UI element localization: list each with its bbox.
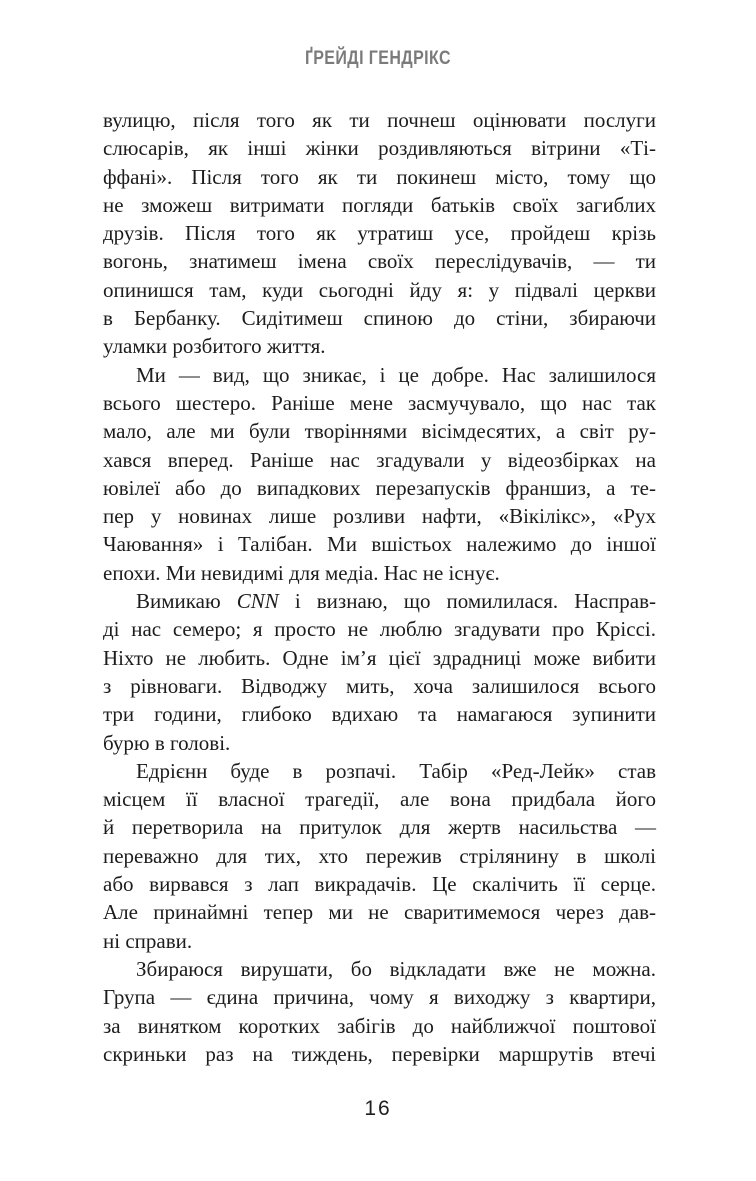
text-line (103, 191, 656, 219)
text-segment: бурю в голові. (103, 730, 231, 755)
italic-text-segment: CNN (236, 589, 279, 614)
text-line (103, 813, 656, 841)
text-line (103, 842, 656, 870)
text-line (103, 276, 656, 304)
text-line (103, 1040, 656, 1068)
page-number: 16 (364, 1097, 392, 1120)
text-block (103, 106, 656, 1068)
running-header-text: ҐРЕЙДІ ГЕНДРІКС (305, 47, 451, 69)
text-segment: за винятком коротких забігів до найближчої поштової (103, 1013, 656, 1038)
text-line (103, 134, 656, 162)
text-segment: друзів. Після того як утратиш усе, пройдеш крізь (103, 221, 656, 246)
text-segment: не зможеш витримати погляди батьків своїх загиблих (103, 192, 656, 217)
text-segment: Вимикаю (136, 589, 237, 614)
paragraph (103, 955, 656, 1068)
text-segment: і визнаю, що помилилася. Насправ- (278, 589, 656, 614)
text-segment: вогонь, знатимеш імена своїх переслідувачів, — ти (103, 249, 656, 274)
paragraph (103, 757, 656, 955)
text-segment: ффані». Після того як ти покинеш місто, тому що (103, 164, 656, 189)
text-segment: хався вперед. Раніше нас згадували у відеозбірках на (103, 447, 656, 472)
text-line (103, 559, 656, 587)
text-segment: пер у новинах лише розливи нафти, «Вікілікс», «Рух (103, 504, 656, 529)
text-segment: Чаювання» і Талібан. Ми вшістьох належимо до іншої (103, 532, 656, 557)
text-segment: скриньки раз на тиждень, перевірки маршрутів втечі (103, 1041, 656, 1066)
text-segment: ні справи. (103, 928, 193, 953)
text-line (103, 927, 656, 955)
text-line (103, 474, 656, 502)
text-segment: переважно для тих, хто пережив стрілянину в школі (103, 843, 656, 868)
paragraph (103, 361, 656, 587)
text-segment: ді нас семеро; я просто не люблю згадувати про Кріссі. (103, 617, 656, 642)
text-line (103, 615, 656, 643)
text-segment: слюсарів, як інші жінки роздивляються вітрини «Ті- (103, 136, 656, 161)
paragraph (103, 587, 656, 757)
text-segment: опинишся там, куди сьогодні йду я: у підвалі церкви (103, 277, 656, 302)
text-segment: всього шестеро. Раніше мене засмучувало, що нас так (103, 390, 656, 415)
text-line (103, 1012, 656, 1040)
text-segment: Ніхто не любить. Одне ім’я цієї здрадниці може вибити (103, 645, 656, 670)
text-line (103, 361, 656, 389)
text-line (103, 644, 656, 672)
text-line (103, 502, 656, 530)
text-line (103, 417, 656, 445)
text-segment: вулицю, після того як ти почнеш оцінювати послуги (103, 108, 656, 132)
running-header (0, 47, 756, 70)
text-line (103, 757, 656, 785)
text-segment: епохи. Ми невидимі для медіа. Нас не існує. (103, 560, 500, 585)
text-segment: місцем її власної трагедії, але вона придбала його (103, 787, 656, 812)
text-line (103, 163, 656, 191)
text-line (103, 247, 656, 275)
text-line (103, 389, 656, 417)
paragraph (103, 106, 656, 361)
text-line (103, 870, 656, 898)
text-segment: Едрієнн буде в розпачі. Табір «Ред-Лейк» став (136, 758, 656, 783)
text-line (103, 219, 656, 247)
text-segment: й перетворила на притулок для жертв насильства — (103, 815, 656, 840)
text-segment: уламки розбитого життя. (103, 334, 326, 359)
text-line (103, 898, 656, 926)
text-segment: Ми — вид, що зникає, і це добре. Нас залишилося (136, 362, 656, 387)
text-segment: або вирвався з лап викрадачів. Це скалічить її серце. (103, 872, 656, 897)
text-line (103, 106, 656, 134)
text-segment: ювілеї або до випадкових перезапусків франшиз, а те- (103, 475, 656, 500)
text-segment: в Бербанку. Сидітимеш спиною до стіни, збираючи (103, 306, 656, 331)
text-segment: мало, але ми були творіннями вісімдесятих, а світ ру- (103, 419, 656, 444)
text-segment: з рівноваги. Відводжу мить, хоча залишилося всього (103, 673, 656, 698)
text-line (103, 332, 656, 360)
text-segment: три години, глибоко вдихаю та намагаюся зупинити (103, 702, 656, 727)
text-line (103, 587, 656, 615)
text-segment: Збираюся вирушати, бо відкладати вже не можна. (136, 956, 656, 981)
text-line (103, 729, 656, 757)
text-line (103, 785, 656, 813)
text-line (103, 955, 656, 983)
text-line (103, 672, 656, 700)
text-line (103, 304, 656, 332)
text-line (103, 700, 656, 728)
text-line (103, 983, 656, 1011)
text-segment: Група — єдина причина, чому я виходжу з квартири, (103, 985, 656, 1010)
text-line (103, 446, 656, 474)
text-line (103, 530, 656, 558)
text-segment: Але принаймні тепер ми не сваритимемося через дав- (103, 900, 656, 925)
